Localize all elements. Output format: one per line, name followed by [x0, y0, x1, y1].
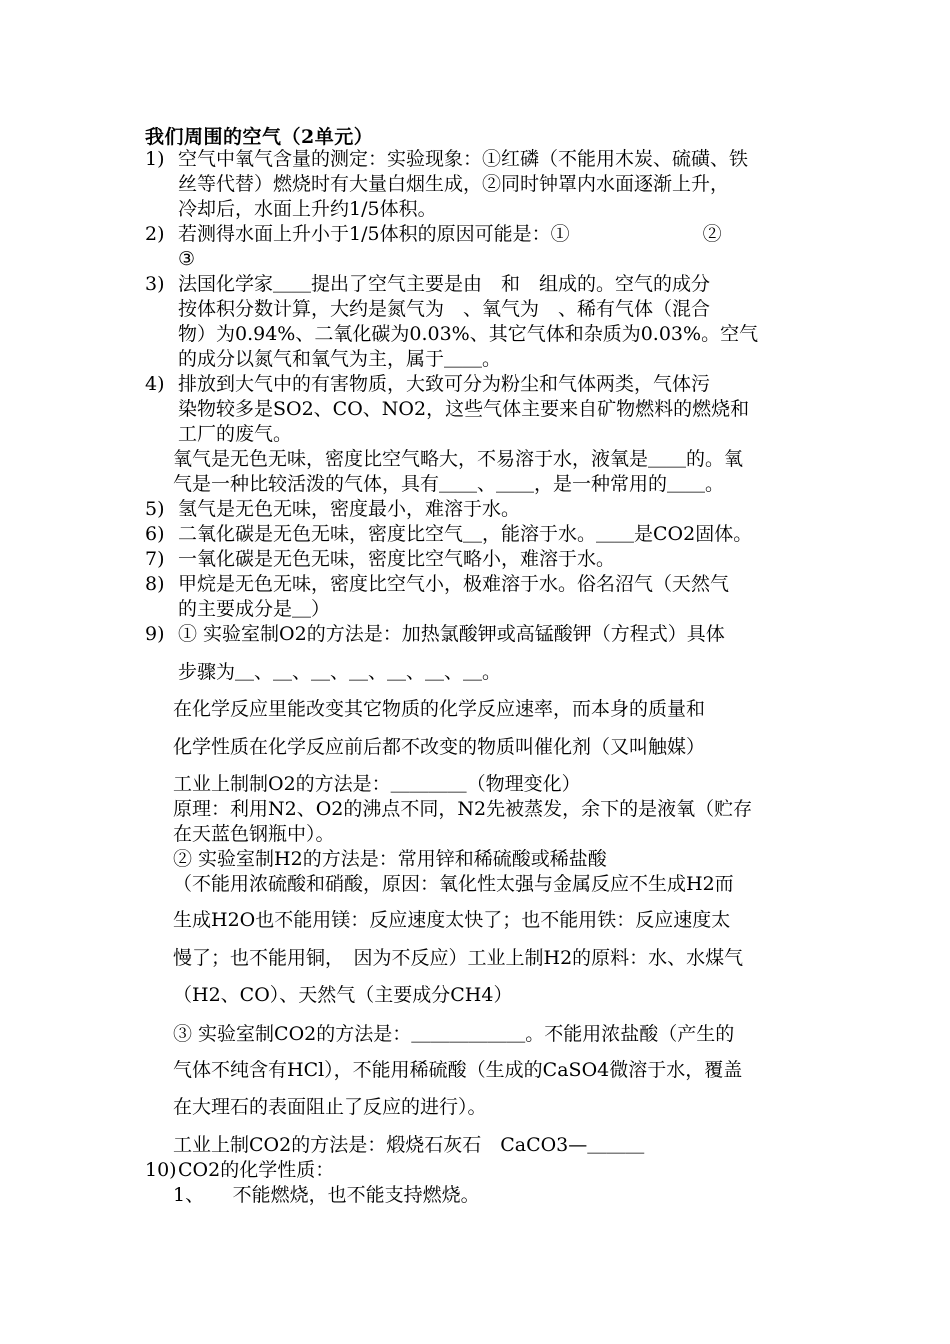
text-line: 气体不纯含有HCl），不能用稀硫酸（生成的CaSO4微溶于水，覆盖 — [173, 1059, 743, 1081]
item-number: 10) — [145, 1159, 177, 1181]
text-line: 排放到大气中的有害物质，大致可分为粉尘和气体两类，气体污 — [178, 373, 711, 395]
text-line: 在化学反应里能改变其它物质的化学反应速率，而本身的质量和 — [173, 698, 706, 720]
item-number: 4) — [145, 373, 165, 395]
text-line: 若测得水面上升小于1/5体积的原因可能是：① ② — [178, 223, 722, 245]
text-line: 步骤为＿、＿、＿、＿、＿、＿、＿。 — [178, 661, 502, 683]
text-line: ② 实验室制H2的方法是：常用锌和稀硫酸或稀盐酸 — [173, 848, 607, 870]
text-line: 原理：利用N2、O2的沸点不同，N2先被蒸发，余下的是液氧（贮存 — [173, 798, 753, 820]
text-line: 二氧化碳是无色无味，密度比空气＿，能溶于水。＿＿是CO2固体。 — [178, 523, 753, 545]
text-line: 工业上制CO2的方法是：煅烧石灰石 CaCO3—＿＿＿ — [173, 1134, 645, 1156]
text-line: 气是一种比较活泼的气体，具有＿＿、＿＿，是一种常用的＿＿。 — [173, 473, 725, 495]
text-line: （H2、CO）、天然气（主要成分CH4） — [173, 984, 513, 1006]
item-number: 6) — [145, 523, 165, 545]
text-line: 冷却后，水面上升约1/5体积。 — [178, 198, 437, 220]
text-line: 物）为0.94%、二氧化碳为0.03%、其它气体和杂质为0.03%。空气 — [178, 323, 759, 345]
text-line: 按体积分数计算，大约是氮气为 、氧气为 、稀有气体（混合 — [178, 298, 711, 320]
item-number: 5) — [145, 498, 165, 520]
text-line: 在天蓝色钢瓶中）。 — [173, 823, 335, 845]
text-line: 的成分以氮气和氧气为主，属于＿＿。 — [178, 348, 502, 370]
text-line: 法国化学家＿＿提出了空气主要是由 和 组成的。空气的成分 — [178, 273, 711, 295]
text-line: CO2的化学性质： — [178, 1159, 335, 1181]
text-line: 一氧化碳是无色无味，密度比空气略小，难溶于水。 — [178, 548, 616, 570]
text-line: 的主要成分是＿） — [178, 598, 331, 620]
text-line: ③ 实验室制CO2的方法是：＿＿＿＿＿＿。不能用浓盐酸（产生的 — [173, 1023, 735, 1045]
text-line: 染物较多是SO2、CO、NO2，这些气体主要来自矿物燃料的燃烧和 — [178, 398, 750, 420]
text-line: 在大理石的表面阻止了反应的进行）。 — [173, 1096, 487, 1118]
text-line: （不能用浓硫酸和硝酸，原因：氧化性太强与金属反应不生成H2而 — [173, 873, 734, 895]
item-number: 7) — [145, 548, 165, 570]
text-line: 化学性质在化学反应前后都不改变的物质叫催化剂（又叫触媒） — [173, 736, 706, 758]
text-line: 丝等代替）燃烧时有大量白烟生成，②同时钟罩内水面逐渐上升， — [178, 173, 730, 195]
item-number: 9) — [145, 623, 165, 645]
text-line: 工厂的废气。 — [178, 423, 293, 445]
item-number: 8) — [145, 573, 165, 595]
item-number: 1) — [145, 148, 165, 170]
text-line: 慢了；也不能用铜， 因为不反应）工业上制H2的原料：水、水煤气 — [173, 947, 744, 969]
text-line: 氧气是无色无味，密度比空气略大，不易溶于水，液氧是＿＿的。氧 — [173, 448, 744, 470]
item-number: 3) — [145, 273, 165, 295]
text-line: 工业上制制O2的方法是：＿＿＿＿（物理变化） — [173, 773, 581, 795]
text-line: ① 实验室制O2的方法是：加热氯酸钾或高锰酸钾（方程式）具体 — [178, 623, 725, 645]
item-number: 2) — [145, 223, 165, 245]
page-title: 我们周围的空气（2单元） — [145, 126, 374, 148]
text-line: 1、 不能燃烧，也不能支持燃烧。 — [173, 1184, 480, 1206]
text-line: ③ — [178, 248, 310, 270]
text-line: 生成H2O也不能用镁：反应速度太快了；也不能用铁：反应速度太 — [173, 909, 731, 931]
text-line: 空气中氧气含量的测定：实验现象：①红磷（不能用木炭、硫磺、铁 — [178, 148, 749, 170]
text-line: 甲烷是无色无味，密度比空气小，极难溶于水。俗名沼气（天然气 — [178, 573, 730, 595]
text-line: 氢气是无色无味，密度最小，难溶于水。 — [178, 498, 521, 520]
